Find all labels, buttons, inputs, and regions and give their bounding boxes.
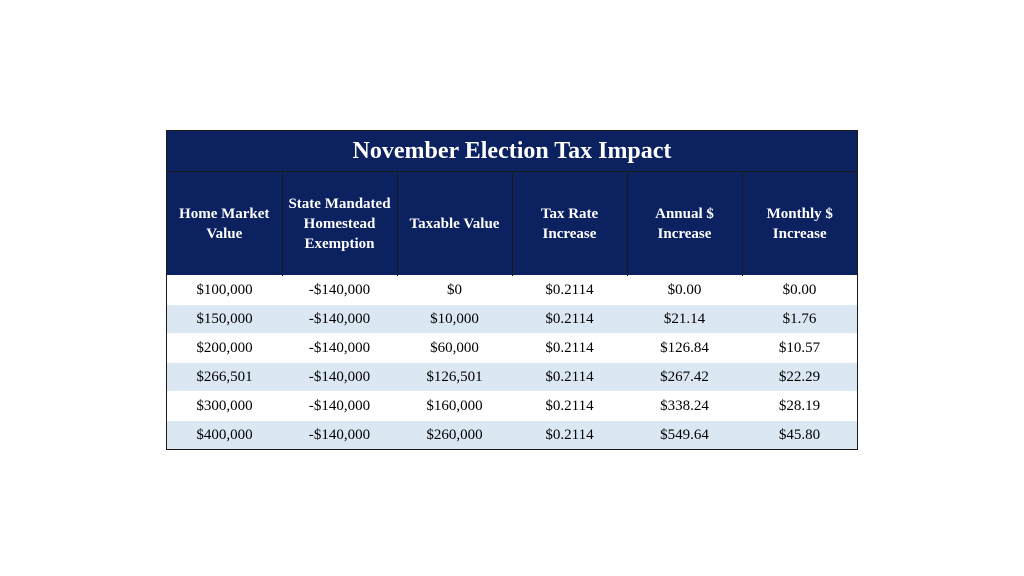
tax-table	[167, 131, 857, 449]
header-annual-increase: Annual $ Increase	[627, 172, 742, 276]
header-tax-rate-increase: Tax Rate Increase	[512, 172, 627, 276]
header-home-market-value: Home Market Value	[167, 172, 282, 276]
cell-tax-rate-increase: $0.2114	[512, 276, 627, 305]
cell-tax-rate-increase: $0.2114	[512, 363, 627, 392]
cell-taxable-value: $0	[397, 276, 512, 305]
header-monthly-increase: Monthly $ Increase	[742, 172, 857, 276]
tax-impact-table	[166, 130, 858, 450]
cell-homestead-exemption: -$140,000	[282, 363, 397, 392]
cell-monthly-increase: $10.57	[742, 334, 857, 363]
cell-annual-increase: $549.64	[627, 421, 742, 450]
table-row	[167, 276, 857, 305]
cell-monthly-increase: $0.00	[742, 276, 857, 305]
cell-annual-increase: $267.42	[627, 363, 742, 392]
cell-home-market-value: $300,000	[167, 392, 282, 421]
cell-homestead-exemption: -$140,000	[282, 421, 397, 450]
cell-home-market-value: $100,000	[167, 276, 282, 305]
table-row	[167, 392, 857, 421]
header-homestead-exemption: State Mandated Homestead Exemption	[282, 172, 397, 276]
table-row	[167, 334, 857, 363]
cell-monthly-increase: $1.76	[742, 305, 857, 334]
cell-monthly-increase: $22.29	[742, 363, 857, 392]
cell-monthly-increase: $28.19	[742, 392, 857, 421]
table-row	[167, 421, 857, 450]
cell-taxable-value: $260,000	[397, 421, 512, 450]
cell-taxable-value: $60,000	[397, 334, 512, 363]
cell-home-market-value: $150,000	[167, 305, 282, 334]
cell-taxable-value: $10,000	[397, 305, 512, 334]
cell-taxable-value: $126,501	[397, 363, 512, 392]
cell-annual-increase: $126.84	[627, 334, 742, 363]
table-row	[167, 305, 857, 334]
cell-tax-rate-increase: $0.2114	[512, 392, 627, 421]
cell-annual-increase: $0.00	[627, 276, 742, 305]
cell-taxable-value: $160,000	[397, 392, 512, 421]
table-row	[167, 363, 857, 392]
cell-tax-rate-increase: $0.2114	[512, 334, 627, 363]
cell-homestead-exemption: -$140,000	[282, 392, 397, 421]
cell-home-market-value: $400,000	[167, 421, 282, 450]
header-taxable-value: Taxable Value	[397, 172, 512, 276]
table-title: November Election Tax Impact	[167, 131, 857, 172]
cell-homestead-exemption: -$140,000	[282, 334, 397, 363]
cell-tax-rate-increase: $0.2114	[512, 305, 627, 334]
cell-annual-increase: $21.14	[627, 305, 742, 334]
cell-tax-rate-increase: $0.2114	[512, 421, 627, 450]
cell-homestead-exemption: -$140,000	[282, 276, 397, 305]
cell-monthly-increase: $45.80	[742, 421, 857, 450]
cell-homestead-exemption: -$140,000	[282, 305, 397, 334]
cell-annual-increase: $338.24	[627, 392, 742, 421]
cell-home-market-value: $266,501	[167, 363, 282, 392]
cell-home-market-value: $200,000	[167, 334, 282, 363]
